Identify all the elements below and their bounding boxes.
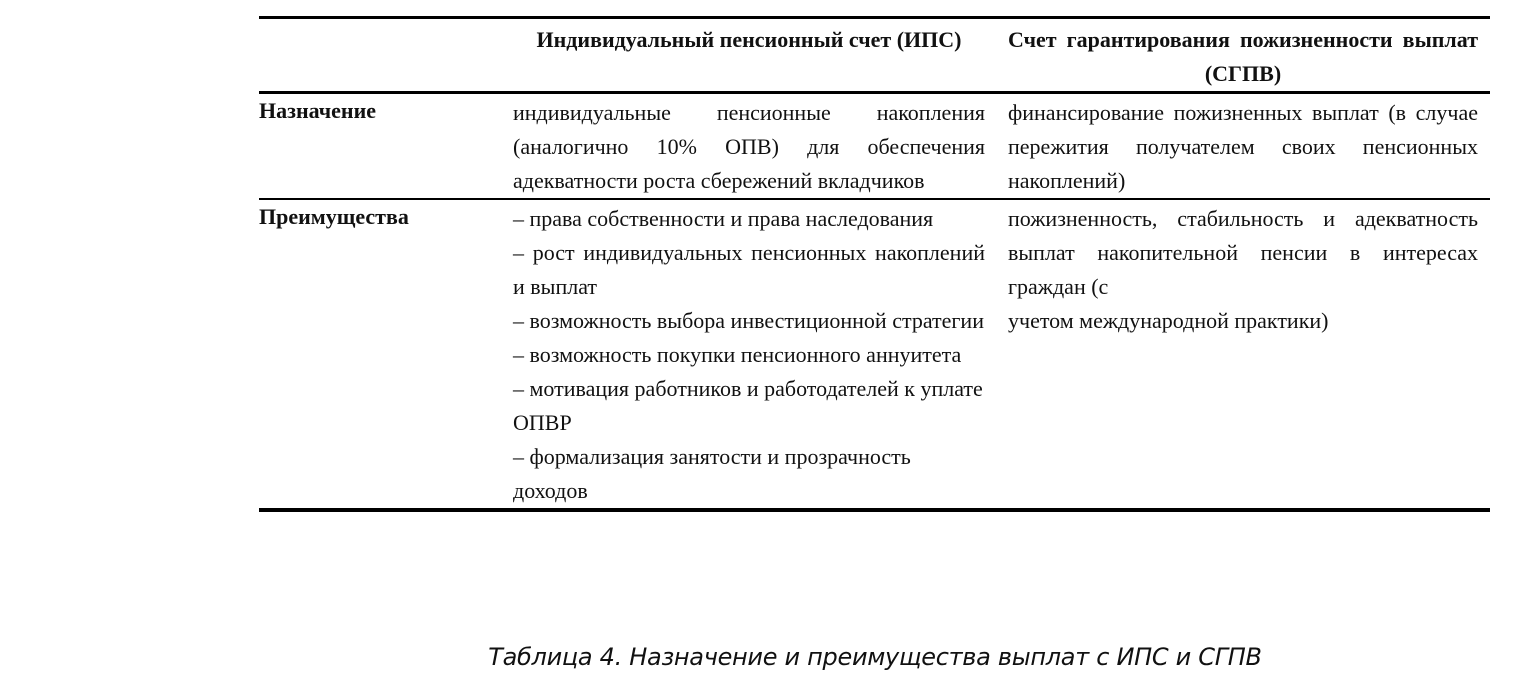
header-sgpv: [995, 18, 1490, 93]
row-label-purpose: Назначение: [259, 98, 377, 123]
comparison-table: [259, 16, 1490, 512]
list-item: – возможность выбора инвестиционной стратегии: [513, 308, 984, 333]
list-item: – формализация занятости и прозрачность доходов: [513, 444, 911, 503]
cell-purpose-ips: [501, 93, 995, 200]
table-header-row: [259, 18, 1490, 93]
header-empty: [259, 18, 501, 93]
cell-text: финансирование пожизненных выплат (в случае пережития получателем своих пенсионных накоплений): [1008, 100, 1478, 193]
header-ips: [501, 18, 995, 93]
comparison-table-container: [259, 16, 1490, 512]
list-item: – мотивация работников и работодателей к уплате ОПВР: [513, 376, 983, 435]
table-row-purpose: [259, 93, 1490, 200]
cell-advantages-sgpv: [995, 199, 1490, 510]
header-ips-label: Индивидуальный пенсионный счет (ИПС): [536, 27, 962, 52]
cell-text: учетом международной практики): [1008, 308, 1329, 333]
cell-purpose-sgpv: [995, 93, 1490, 200]
cell-text: пожизненность, стабильность и адекватность выплат накопительной пенсии в интересах граждан (с: [1008, 206, 1478, 299]
table-caption: Таблица 4. Назначение и преимущества выплат с ИПС и СГПВ: [488, 643, 1262, 671]
row-label-advantages: Преимущества: [259, 204, 409, 229]
list-item: – права собственности и права наследования: [513, 206, 934, 231]
header-sgpv-label: Счет гарантирования пожизненности выплат (СГПВ): [1008, 27, 1478, 86]
table-row-advantages: [259, 199, 1490, 510]
list-item: – рост индивидуальных пенсионных накоплений и выплат: [513, 240, 985, 299]
cell-advantages-ips: [501, 199, 995, 510]
cell-text: индивидуальные пенсионные накопления (аналогично 10% ОПВ) для обеспечения адекватности роста сбережений вкладчиков: [513, 100, 985, 193]
list-item: – возможность покупки пенсионного аннуитета: [513, 342, 962, 367]
